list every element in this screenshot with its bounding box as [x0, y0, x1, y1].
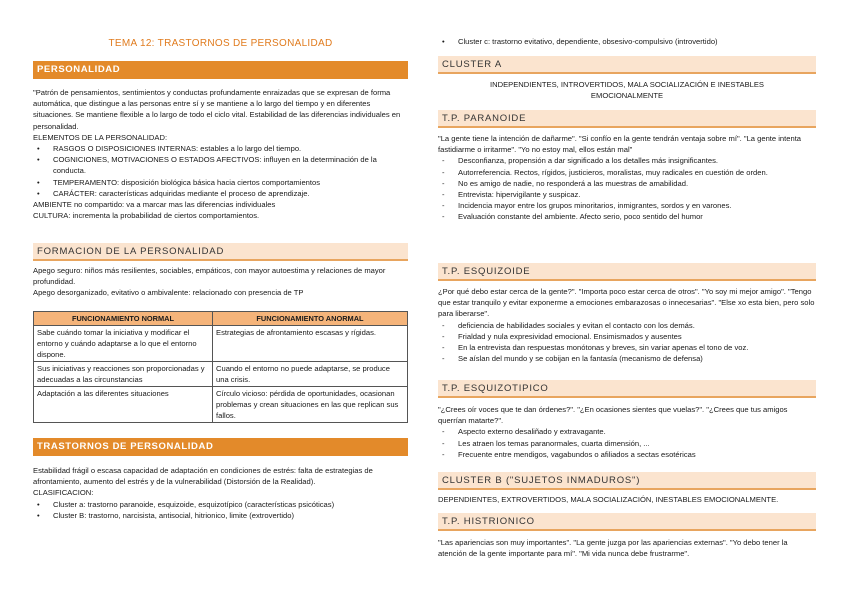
ambiente-line: AMBIENTE no compartido: va a marcar mas las diferencias individuales: [33, 200, 276, 210]
list-item: • COGNICIONES, MOTIVACIONES O ESTADOS AFECTIVOS: influyen en la determinación de la conducta.: [33, 154, 408, 176]
list-item: - deficiencia de habilidades sociales y evitan el contacto con los demás.: [438, 320, 816, 331]
apego-desorganizado: Apego desorganizado, evitativo o ambivalente: relacionado con presencia de TP: [33, 288, 304, 298]
list-item: - Les atraen los temas paranormales, cuarta dimensión, ...: [438, 438, 816, 449]
table-cell: Sabe cuándo tomar la iniciativa y modificar el entorno y cuándo adaptarse a lo que el entorno dispone.: [34, 326, 213, 362]
table-row: [34, 387, 408, 423]
list-item: • RASGOS O DISPOSICIONES INTERNAS: estables a lo largo del tiempo.: [33, 143, 408, 154]
list-item: - Entrevista: hipervigilante y suspicaz.: [438, 189, 816, 200]
esquizotipico-section: [438, 404, 816, 460]
table-cell: Cuando el entorno no puede adaptarse, se produce una crisis.: [213, 362, 408, 387]
histrionico-quote: "Las apariencias son muy importantes". "La gente juzga por las apariencias externas". "Yo debo tener la atención de la gente importante para mí". "Mi vida nunca debe frustrarme".: [438, 538, 788, 559]
personalidad-header: PERSONALIDAD: [33, 61, 408, 79]
esquizoide-quote: ¿Por qué debo estar cerca de la gente?". "Importa poco estar cerca de otros". "Yo soy mi mejor amigo". "Tengo que estar tranquilo y evitar exponerme a emociones embarazosas o innecesarias". "Else xo esta bien, pero solo para liberarse".: [438, 287, 815, 319]
list-item: - En la entrevista dan respuestas monótonas y breves, sin variar apenas el tono de voz.: [438, 342, 816, 353]
table-cell: Sus iniciativas y reacciones son proporcionadas y adecuadas a las circunstancias: [34, 362, 213, 387]
cultura-line: CULTURA: incrementa la probabilidad de ciertos comportamientos.: [33, 211, 260, 221]
table-cell: Adaptación a las diferentes situaciones: [34, 387, 213, 423]
cluster-b-desc: DEPENDIENTES, EXTROVERTIDOS, MALA SOCIALIZACIÓN, INESTABLES EMOCIONALMENTE.: [438, 495, 779, 504]
paranoide-header: T.P. PARANOIDE: [438, 110, 816, 128]
table-cell: Estrategias de afrontamiento escasas y rígidas.: [213, 326, 408, 362]
column-header: FUNCIONAMIENTO NORMAL: [34, 312, 213, 326]
cluster-a-desc: INDEPENDIENTES, INTROVERTIDOS, MALA SOCIALIZACIÓN E INESTABLES EMOCIONALMENTE: [490, 80, 764, 101]
apego-seguro: Apego seguro: niños más resilientes, sociables, empáticos, con mayor autoestima y relaciones de mayor profundidad.: [33, 266, 386, 287]
paranoide-quote: "La gente tiene la intención de dañarme". "Si confío en la gente tendrán ventaja sobre mí". "La gente intenta fastidiarme o irritarme". "Yo no estoy mal, ellos están mal": [438, 134, 802, 155]
esquizoide-list: [438, 320, 816, 365]
personalidad-definition: "Patrón de pensamientos, sentimientos y conductas profundamente enraizadas que se expresan de forma automática, que distingue a las personas entre sí y se mantiene a lo largo del tiempo y en diferentes situaciones. Se mantiene flexible a lo largo de todo el ciclo vital. Estabilidad de las diferencias individuales en personalidad.: [33, 88, 401, 131]
list-item: - Se aíslan del mundo y se cobijan en la fantasía (mecanismo de defensa): [438, 353, 816, 364]
list-item: • Cluster c: trastorno evitativo, dependiente, obsesivo-compulsivo (introvertido): [438, 36, 816, 47]
table-row: [34, 326, 408, 362]
list-item: - Aspecto externo desaliñado y extravagante.: [438, 426, 816, 437]
trastornos-header: TRASTORNOS DE PERSONALIDAD: [33, 438, 408, 456]
elements-list: [33, 143, 408, 199]
list-item: - No es amigo de nadie, no responderá a las muestras de amabilidad.: [438, 178, 816, 189]
personalidad-section: [33, 87, 408, 221]
funcionamiento-table: [33, 311, 408, 423]
cluster-a-header: CLUSTER A: [438, 56, 816, 74]
list-item: • Cluster a: trastorno paranoide, esquizoide, esquizotípico (características psicóticas): [33, 499, 408, 510]
list-item: - Autorreferencia. Rectos, rígidos, justicieros, moralistas, muy radicales en cuestión de orden.: [438, 167, 816, 178]
trastornos-section: [33, 465, 408, 521]
table-header-row: [34, 312, 408, 326]
cluster-list: [33, 499, 408, 521]
esquizotipico-header: T.P. ESQUIZOTIPICO: [438, 380, 816, 398]
esquizotipico-quote: "¿Crees oír voces que te dan órdenes?". "¿En ocasiones sientes que vuelas?". "¿Crees que tus amigos querrían matarte?".: [438, 405, 788, 426]
esquizoide-section: [438, 286, 816, 364]
histrionico-header: T.P. HISTRIONICO: [438, 513, 816, 531]
formacion-text: [33, 265, 408, 299]
list-item: - Incidencia mayor entre los grupos minoritarios, inmigrantes, sordos y en varones.: [438, 200, 816, 211]
esquizotipico-list: [438, 426, 816, 460]
page-title: TEMA 12: TRASTORNOS DE PERSONALIDAD: [108, 38, 333, 49]
table-cell: Círculo vicioso: pérdida de oportunidades, ocasionan problemas y crean situaciones en las que replican sus fallos.: [213, 387, 408, 423]
clasificacion-title: CLASIFICACION:: [33, 488, 94, 498]
column-header: FUNCIONAMIENTO ANORMAL: [213, 312, 408, 326]
esquizoide-header: T.P. ESQUIZOIDE: [438, 263, 816, 281]
trastornos-desc: Estabilidad frágil o escasa capacidad de adaptación en condiciones de estrés: falta de estrategias de afrontamiento, aumento del estrés y de la vulnerabilidad (Distorsión de la Realidad).: [33, 466, 373, 487]
elements-title: ELEMENTOS DE LA PERSONALIDAD:: [33, 132, 168, 142]
list-item: - Frecuente entre mendigos, vagabundos o afiliados a sectas esotéricas: [438, 449, 816, 460]
list-item: • TEMPERAMENTO: disposición biológica básica hacia ciertos comportamientos: [33, 177, 408, 188]
cluster-c-line: [438, 36, 816, 47]
list-item: - Frialdad y nula expresividad emocional. Ensimismados y ausentes: [438, 331, 816, 342]
paranoide-list: [438, 155, 816, 222]
list-item: • Cluster B: trastorno, narcisista, antisocial, hitrionico, limite (extrovertido): [33, 510, 408, 521]
list-item: - Evaluación constante del ambiente. Afecto serio, poco sentido del humor: [438, 211, 816, 222]
formacion-header: FORMACION DE LA PERSONALIDAD: [33, 243, 408, 261]
cluster-b-header: CLUSTER B ("SUJETOS INMADUROS"): [438, 472, 816, 490]
list-item: • CARÁCTER: características adquiridas mediante el proceso de aprendizaje.: [33, 188, 408, 199]
table-row: [34, 362, 408, 387]
list-item: - Desconfianza, propensión a dar significado a los detalles más insignificantes.: [438, 155, 816, 166]
paranoide-section: [438, 133, 816, 223]
